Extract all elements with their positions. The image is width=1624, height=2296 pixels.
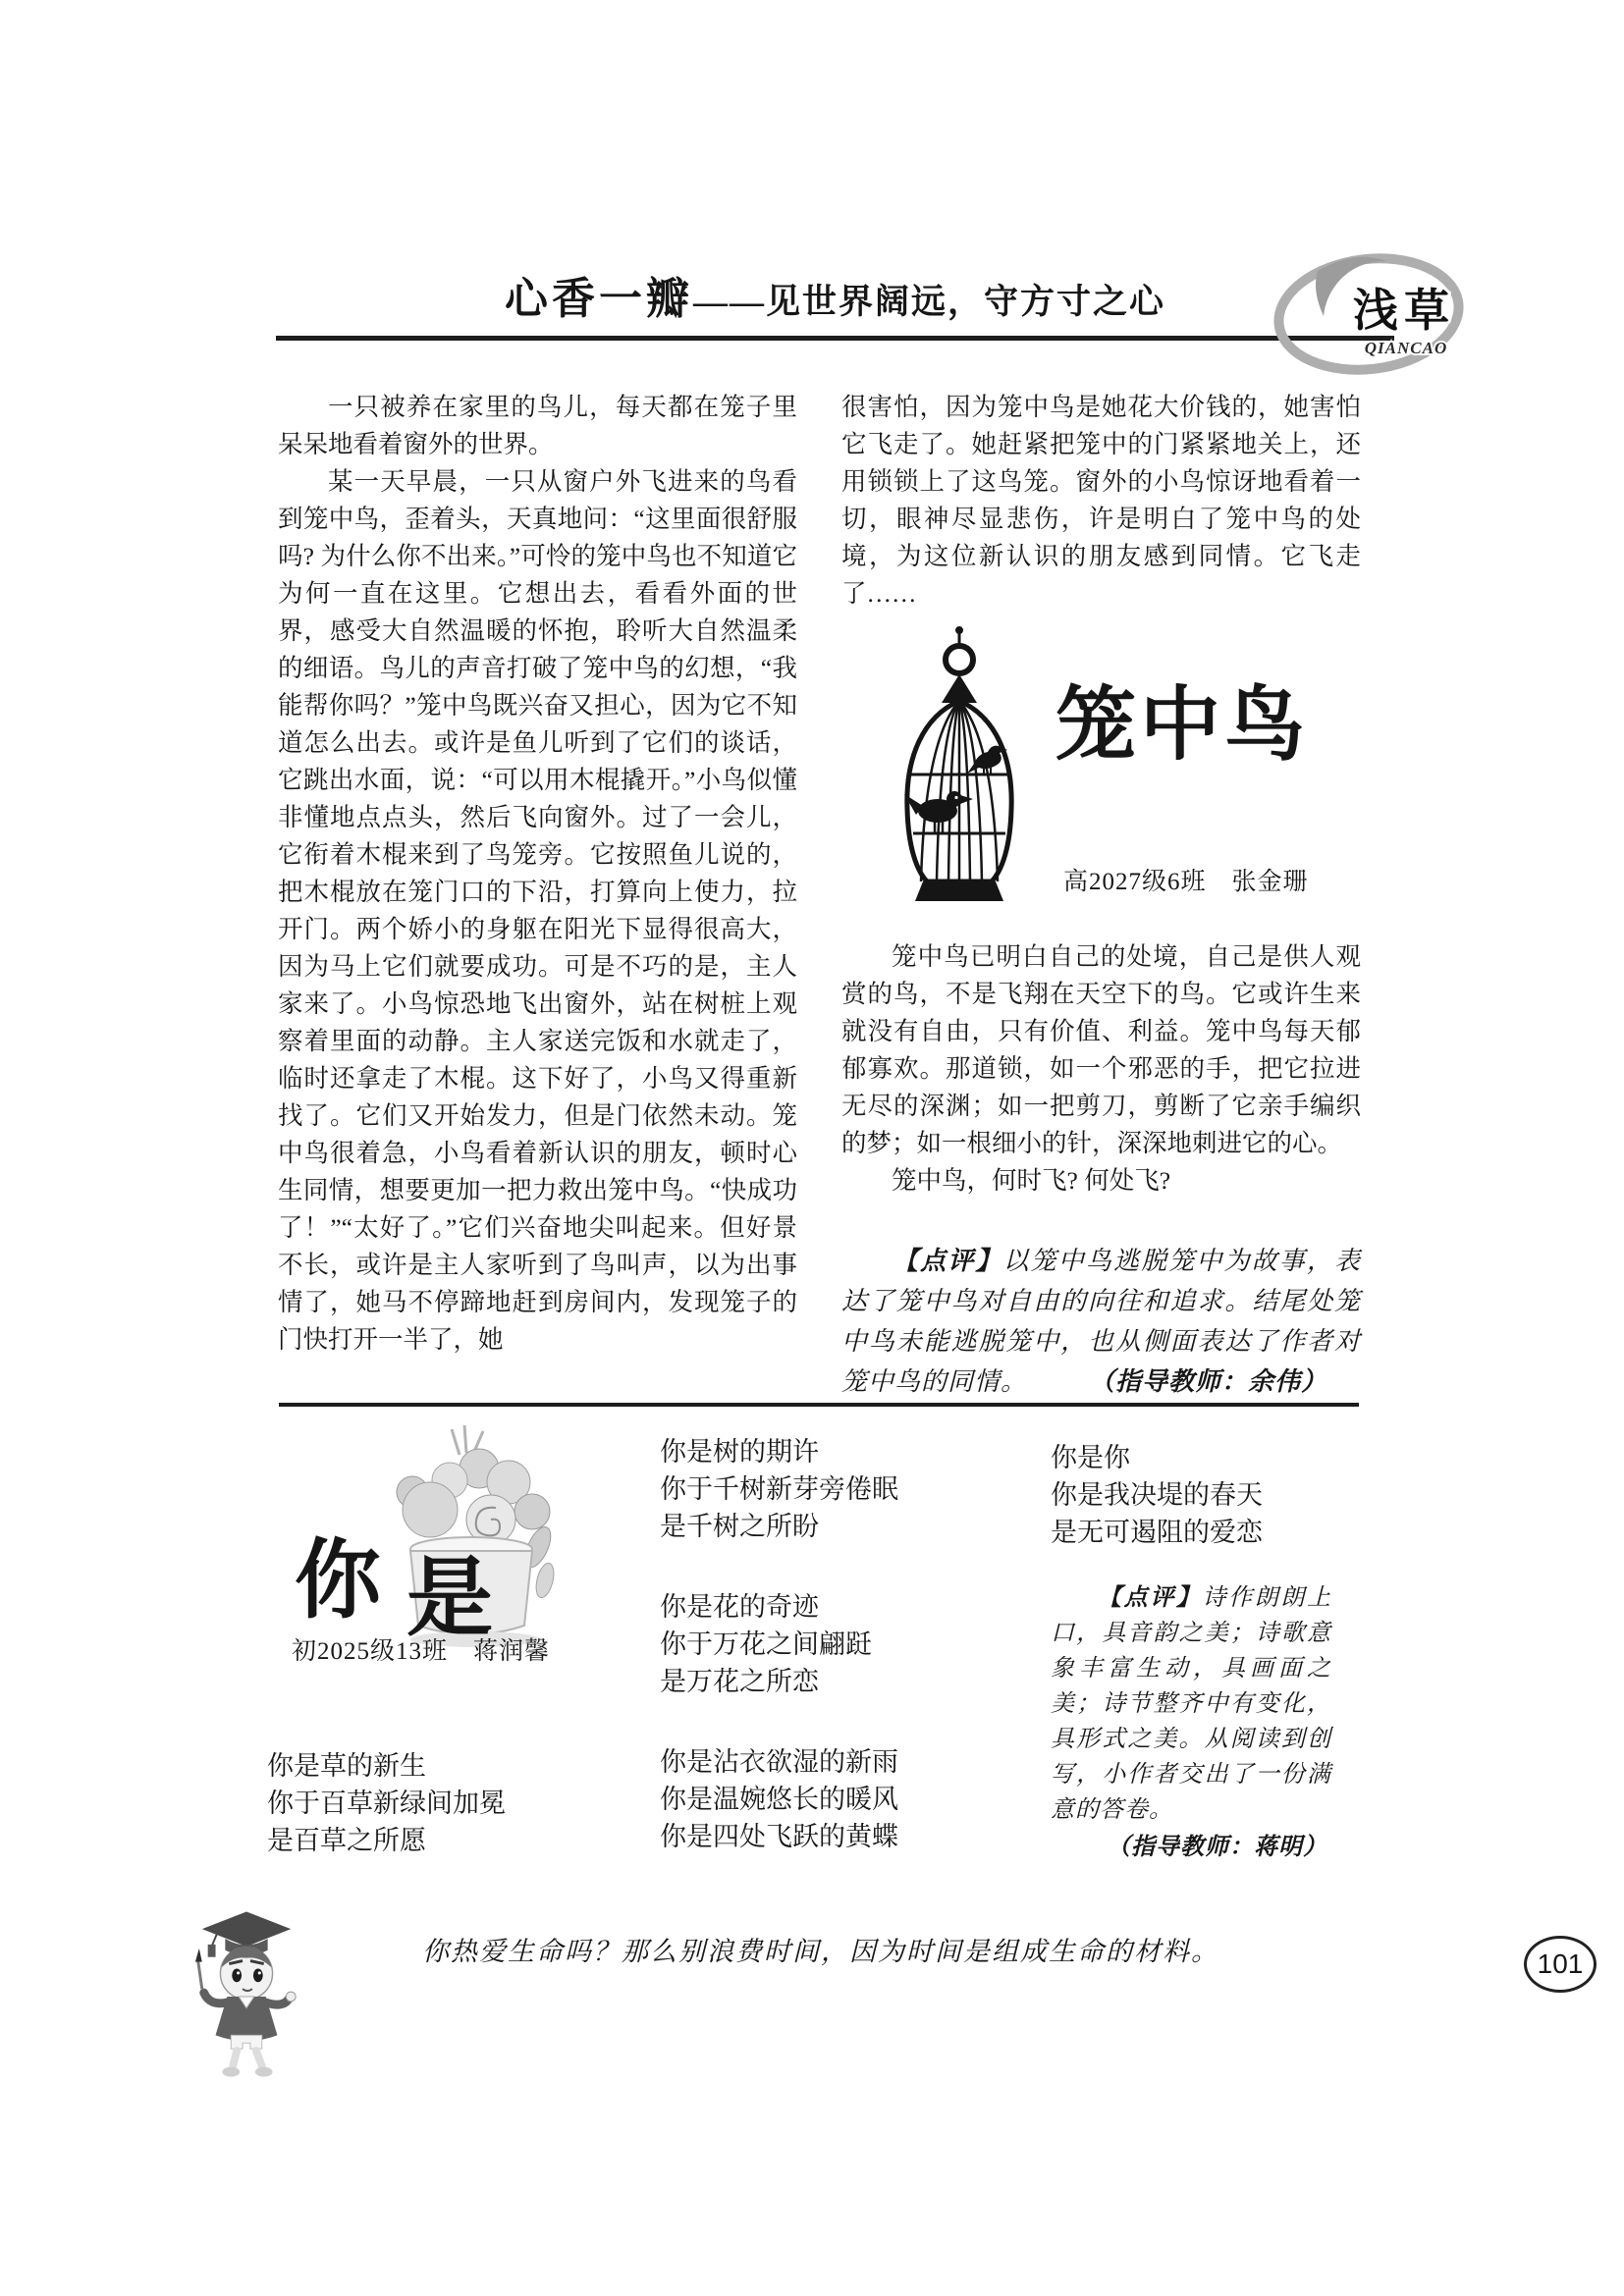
- poem-comment: [1051, 1580, 1331, 1865]
- poem-line: 你于百草新绿间加冕: [267, 1789, 506, 1818]
- poem-title-char: 你: [295, 1534, 382, 1629]
- poem-line: 是千树之所盼: [660, 1512, 819, 1541]
- comment-text: 诗作朗朗上口，具音韵之美；诗歌意象丰富生动，具画面之美；诗节整齐中有变化，具形式之美。从阅读到创写，小作者交出了一份满意的答卷。: [1051, 1585, 1331, 1823]
- column-title: 心香一瓣: [504, 275, 693, 323]
- page-header: [276, 263, 1394, 326]
- poem-line: 你是树的期许: [660, 1437, 819, 1467]
- comment-text: 以笼中鸟逃脱笼中为故事，表达了笼中鸟对自由的向往和追求。结尾处笼中鸟未能逃脱笼中，也从侧面表达了作者对笼中鸟的同情。: [841, 1247, 1361, 1396]
- story-paragraph: 一只被养在家里的鸟儿，每天都在笼子里呆呆地看着窗外的世界。: [278, 393, 797, 458]
- poem-line: 你是花的奇迹: [660, 1592, 819, 1622]
- poem-line: 你于千树新芽旁倦眠: [660, 1474, 898, 1504]
- story-left-column: [278, 389, 797, 1359]
- story-right-column: [841, 389, 1361, 1402]
- poem-line: 是百草之所愿: [267, 1826, 426, 1855]
- story-byline: 高2027级6班 张金珊: [1063, 869, 1309, 895]
- poem-byline: 初2025级13班 蒋润馨: [292, 1638, 551, 1665]
- poem-stanza-grass: [267, 1747, 506, 1859]
- poem-line: 你是草的新生: [267, 1751, 426, 1781]
- qiancao-logo-icon: [1272, 243, 1477, 391]
- section-divider: [279, 1403, 1359, 1407]
- qiancao-logo: [1272, 243, 1477, 396]
- header-rule: [276, 336, 1394, 341]
- story-paragraph: 笼中鸟，何时飞? 何处飞?: [892, 1166, 1171, 1195]
- poem-line: 你是温婉悠长的暖风: [660, 1785, 898, 1814]
- story-teacher: （指导教师：余伟）: [1088, 1367, 1327, 1396]
- comment-label: 【点评】: [893, 1247, 1003, 1275]
- story-comment: [841, 1241, 1361, 1402]
- comment-label: 【点评】: [1098, 1585, 1203, 1611]
- poem-title: [295, 1512, 493, 1653]
- poem-line: 你是四处飞跃的黄蝶: [660, 1822, 898, 1851]
- story-paragraph: 笼中鸟已明白自己的处境，自己是供人观赏的鸟，不是飞翔在天空下的鸟。它或许生来就没有自由，只有价值、利益。笼中鸟每天郁郁寡欢。那道锁，如一个邪恶的手，把它拉进无尽的深渊；如一把剪刀，剪断了它亲手编织的梦；如一根细小的针，深深地刺进它的心。: [841, 942, 1361, 1157]
- poem-teacher: （指导教师：蒋明）: [1107, 1835, 1327, 1860]
- logo-en-text: QIANCAO: [1364, 339, 1448, 357]
- column-subtitle: ——见世界阔远，守方寸之心: [692, 283, 1165, 321]
- page-number-badge: [1524, 1936, 1597, 1993]
- poem-line: 是无可遏阻的爱恋: [1051, 1518, 1263, 1547]
- poem-line: 是万花之所恋: [660, 1667, 819, 1696]
- poem-stanza-you: [1051, 1439, 1263, 1551]
- birdcage-illustration: [885, 622, 1034, 913]
- story-paragraph-continued: 很害怕，因为笼中鸟是她花大价钱的，她害怕它飞走了。她赶紧把笼中的门紧紧地关上，还用锁锁上了这鸟笼。窗外的小鸟惊讶地看着一切，眼神尽显悲伤，许是明白了笼中鸟的处境，为这位新认识的朋友感到同情。它飞走了……: [841, 393, 1361, 608]
- poem-title-char: 是: [406, 1552, 494, 1647]
- poem-stanza-rain: [660, 1743, 898, 1855]
- story-title: 笼中鸟: [1056, 680, 1310, 770]
- poem-line: 你于万花之间翩跹: [660, 1629, 872, 1659]
- footer-quote: 你热爱生命吗？那么别浪费时间，因为时间是组成生命的材料。: [422, 1937, 1219, 1966]
- poem-line: 你是我决堤的春天: [1051, 1480, 1263, 1510]
- logo-cn-text: 浅草: [1353, 286, 1455, 336]
- story-paragraph: 某一天早晨，一只从窗户外飞进来的鸟看到笼中鸟，歪着头，天真地问：“这里面很舒服吗? 为什么你不出来。”可怜的笼中鸟也不知道它为何一直在这里。它想出去，看看外面的世界，感受大自然温暖的怀抱，聆听大自然温柔的细语。鸟儿的声音打破了笼中鸟的幻想，“我能帮你吗？”笼中鸟既兴奋又担心，因为它不知道怎么出去。或许是鱼儿听到了它们的谈话，它跳出水面，说：“可以用木棍撬开。”小鸟似懂非懂地点点头，然后飞向窗外。过了一会儿，它衔着木棍来到了鸟笼旁。它按照鱼儿说的，把木棍放在笼门口的下沿，打算向上使力，拉开门。两个娇小的身躯在阳光下显得很高大，因为马上它们就要成功。可是不巧的是，主人家来了。小鸟惊恐地飞出窗外，站在树桩上观察着里面的动静。主人家送完饭和水就走了，临时还拿走了木棍。这下好了，小鸟又得重新找了。它们又开始发力，但是门依然未动。笼中鸟很着急，小鸟看着新认识的朋友，顿时心生同情，想要更加一把力救出笼中鸟。“快成功了！”“太好了。”它们兴奋地尖叫起来。但好景不长，或许是主人家听到了鸟叫声，以为出事情了，她马不停蹄地赶到房间内，发现笼子的门快打开一半了，她: [278, 467, 797, 1354]
- poem-line: 你是沾衣欲湿的新雨: [660, 1747, 898, 1777]
- mascot-illustration: [189, 1898, 304, 2100]
- story-title-block: [841, 613, 1361, 917]
- poem-line: 你是你: [1051, 1443, 1130, 1472]
- page-number: 101: [1537, 1949, 1584, 1979]
- poem-stanza-flower: [660, 1588, 872, 1700]
- poem-stanza-tree: [660, 1433, 898, 1545]
